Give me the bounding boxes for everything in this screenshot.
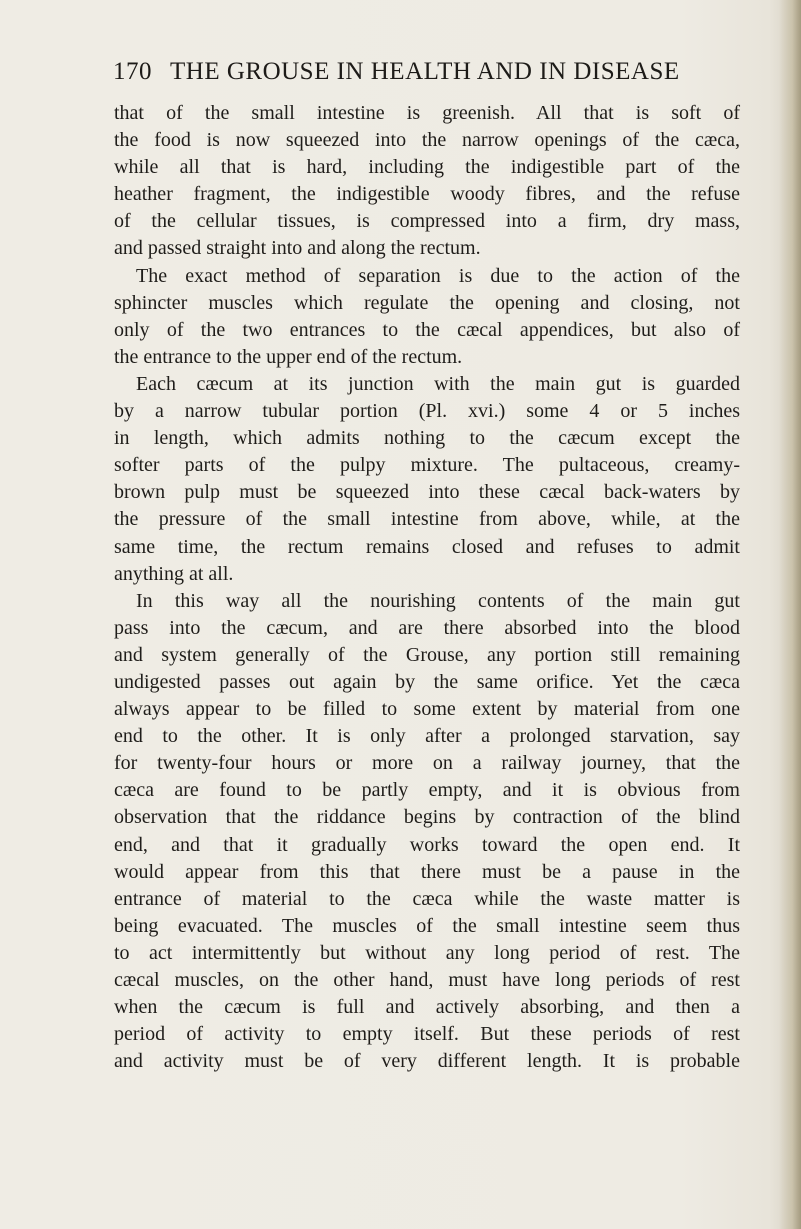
text-line: in length, which admits nothing to the cæcum except the: [114, 427, 740, 450]
text-line: same time, the rectum remains closed and refuses to admit: [114, 535, 740, 558]
text-line: In this way all the nourishing contents of the main gut: [136, 589, 740, 612]
text-line: anything at all.: [114, 562, 234, 585]
running-header: [113, 58, 713, 94]
text-line: to act intermittently but without any long period of rest. The: [114, 941, 740, 964]
text-line: always appear to be filled to some extent by material from one: [114, 698, 740, 721]
page-edge-shadow: [779, 0, 801, 1229]
text-line: when the cæcum is full and actively absorbing, and then a: [114, 996, 740, 1019]
text-line: pass into the cæcum, and are there absorbed into the blood: [114, 616, 740, 639]
text-line: the entrance to the upper end of the rectum.: [114, 345, 463, 368]
body-text: [114, 100, 740, 1075]
text-line: sphincter muscles which regulate the opening and closing, not: [114, 291, 740, 314]
text-line: while all that is hard, including the indigestible part of the: [114, 156, 740, 179]
text-line: cæcal muscles, on the other hand, must have long periods of rest: [114, 969, 740, 991]
text-line: by a narrow tubular portion (Pl. xvi.) some 4 or 5 inches: [114, 400, 740, 423]
text-line: only of the two entrances to the cæcal appendices, but also of: [114, 318, 740, 341]
text-line: Each cæcum at its junction with the main gut is guarded: [136, 372, 740, 395]
running-title: THE GROUSE IN HEALTH AND IN DISEASE: [170, 58, 680, 85]
text-line: cæca are found to be partly empty, and it is obvious from: [114, 779, 740, 802]
text-line: heather fragment, the indigestible woody fibres, and the refuse: [114, 183, 740, 206]
text-line: and passed straight into and along the rectum.: [114, 237, 481, 260]
text-line: undigested passes out again by the same orifice. Yet the cæca: [114, 670, 740, 693]
text-line: of the cellular tissues, is compressed into a firm, dry mass,: [114, 210, 740, 233]
text-line: would appear from this that there must be a pause in the: [114, 860, 740, 883]
text-line: that of the small intestine is greenish. All that is soft of: [114, 102, 740, 124]
text-line: for twenty-four hours or more on a railway journey, that the: [114, 752, 740, 775]
text-line: being evacuated. The muscles of the small intestine seem thus: [114, 914, 740, 937]
text-line: brown pulp must be squeezed into these cæcal back-waters by: [114, 481, 740, 504]
text-line: entrance of material to the cæca while the waste matter is: [114, 887, 740, 910]
text-line: period of activity to empty itself. But these periods of rest: [114, 1023, 740, 1046]
text-line: and system generally of the Grouse, any portion still remaining: [114, 643, 740, 666]
text-line: the food is now squeezed into the narrow openings of the cæca,: [114, 129, 740, 152]
text-line: observation that the riddance begins by contraction of the blind: [114, 806, 740, 829]
text-line: end, and that it gradually works toward the open end. It: [114, 833, 740, 856]
text-line: and activity must be of very different length. It is probable: [114, 1050, 740, 1073]
page-number: 170: [113, 58, 152, 85]
text-line: the pressure of the small intestine from above, while, at the: [114, 508, 740, 531]
text-line: end to the other. It is only after a prolonged starvation, say: [114, 725, 740, 748]
text-line: The exact method of separation is due to the action of the: [136, 264, 740, 287]
text-line: softer parts of the pulpy mixture. The pultaceous, creamy-: [114, 454, 740, 477]
